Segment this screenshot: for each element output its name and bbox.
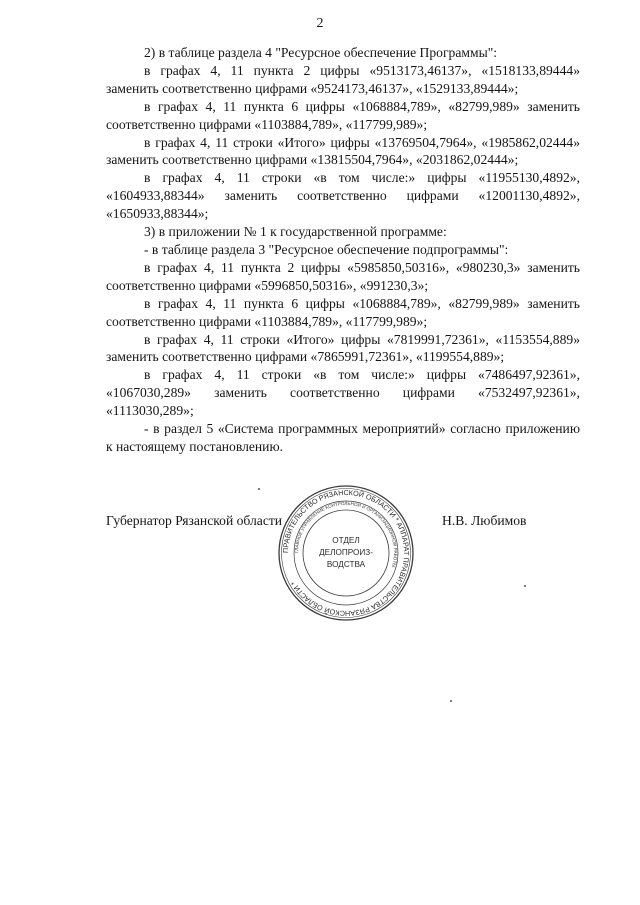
- paragraph: в графах 4, 11 строки «Итого» цифры «13769504,7964», «1985862,02444» заменить соответственно цифрами «13815504,7964», «2031862,02444»;: [106, 134, 580, 168]
- seal-inner-text: ГЛАВНОЕ УПРАВЛЕНИЕ КОНТРОЛЬНОЙ И ОРГАНИЗАЦИОННОЙ РАБОТЫ: [293, 500, 399, 568]
- scan-speck: [258, 488, 260, 490]
- signatory-name: Н.В. Любимов: [442, 513, 527, 528]
- paragraph: - в таблице раздела 3 "Ресурсное обеспечение подпрограммы":: [144, 241, 509, 257]
- paragraph: - в раздел 5 «Система программных мероприятий» согласно приложению к настоящему постановлению.: [106, 421, 580, 454]
- paragraph: 3) в приложении № 1 к государственной программе:: [144, 224, 447, 240]
- paragraph: 2) в таблице раздела 4 "Ресурсное обеспечение Программы":: [144, 45, 498, 60]
- seal-center-line-2: ДЕЛОПРОИЗ-: [319, 548, 373, 557]
- seal-center-line-3: ВОДСТВА: [326, 560, 366, 569]
- paragraph: в графах 4, 11 пункта 2 цифры «9513173,46137», «1518133,89444» заменить соответственно цифрами «9524173,46137», «1529133,89444»;: [106, 62, 580, 96]
- document-body: [106, 44, 580, 456]
- signatory-title: Губернатор Рязанской области: [106, 513, 283, 528]
- seal-center-line-1: ОТДЕЛ: [332, 536, 360, 545]
- official-seal: [276, 483, 416, 623]
- paragraph: в графах 4, 11 строки «в том числе:» цифры «11955130,4892», «1604933,88344» заменить соответственно цифрами «12001130,4892», «1650933,88344»;: [106, 170, 580, 222]
- scan-speck: [524, 585, 526, 587]
- page-number: 2: [316, 16, 324, 31]
- scan-speck: [450, 700, 452, 702]
- paragraph: в графах 4, 11 пункта 2 цифры «5985850,50316», «980230,3» заменить соответственно цифрами «5996850,50316», «991230,3»;: [106, 259, 580, 293]
- paragraph: в графах 4, 11 пункта 6 цифры «1068884,789», «82799,989» заменить соответственно цифрами «1103884,789», «117799,989»;: [106, 98, 580, 132]
- paragraph: в графах 4, 11 пункта 6 цифры «1068884,789», «82799,989» заменить соответственно цифрами «1103884,789», «117799,989»;: [106, 295, 580, 329]
- paragraph: в графах 4, 11 строки «в том числе:» цифры «7486497,92361», «1067030,289» заменить соответственно цифрами «7532497,92361», «1113030,289»;: [106, 367, 580, 419]
- paragraph: в графах 4, 11 строки «Итого» цифры «7819991,72361», «1153554,889» заменить соответственно цифрами «7865991,72361», «1199554,889»;: [106, 331, 580, 365]
- seal-outer-text: ПРАВИТЕЛЬСТВО РЯЗАНСКОЙ ОБЛАСТИ * АППАРАТ ПРАВИТЕЛЬСТВА РЯЗАНСКОЙ ОБЛАСТИ *: [280, 487, 412, 619]
